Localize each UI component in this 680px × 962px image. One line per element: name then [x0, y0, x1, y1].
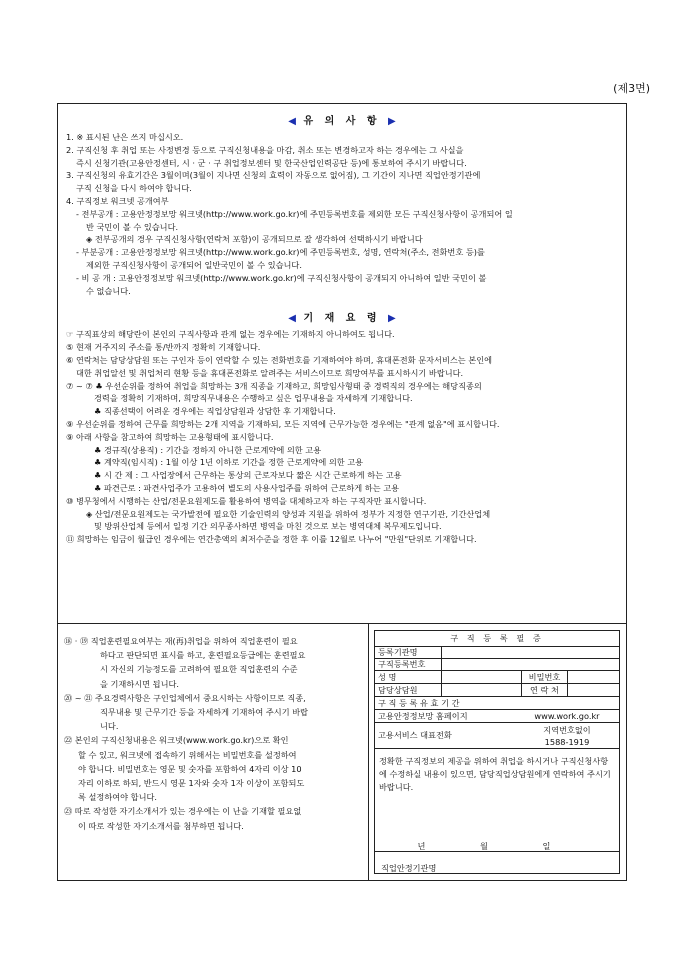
phone-value-cell — [515, 723, 619, 748]
guide-line: 경력을 정확히 기재하며, 희망직무내용은 수행하고 싶은 업무내용을 자세하게 기재합니다. — [94, 393, 413, 404]
guide-line: ◈ 산업/전문요원제도는 국가발전에 필요한 기술인력의 양성과 지원을 위하여 정부가 지정한 연구기관, 기간산업체 — [86, 508, 491, 519]
phone-prefix: 지역번호없이 — [543, 724, 591, 735]
agency-value — [441, 647, 619, 658]
guide-line: 시 자신의 기능정도를 고려하여 필요한 직업훈련의 수준 — [100, 664, 298, 675]
guide-line: ⑩ 병무청에서 시행하는 산업/전문요원제도를 활용하여 병역을 대체하고자 하는 구직자만 표시합니다. — [66, 495, 427, 506]
reg-no-label: 구직등록번호 — [378, 659, 426, 669]
notes-line: - 전부공개 : 고용안정정보망 워크넷(http://www.work.go.kr)에 주민등록번호를 제외한 모든 구직신청사항이 공개되어 일 — [76, 208, 513, 219]
triangle-right-icon: ▶ — [388, 313, 396, 325]
password-value — [567, 671, 619, 683]
guide-line: ⑦ ~ ⑦ ♣ 우선순위를 정하여 취업을 희망하는 3개 직종을 기재하고, 희망임사형태 중 경력직의 경우에는 해당직종의 — [66, 380, 482, 391]
guide-line: 할 수 있고, 워크넷에 접속하기 위해서는 비밀번호를 설정하여 — [78, 749, 297, 760]
notes-line: 반 국민이 볼 수 있습니다. — [86, 221, 179, 232]
reg-row-phone — [375, 723, 619, 749]
section-divider — [368, 624, 369, 880]
notes-line: 3. 구직신청의 유효기간은 3월이며(3월이 지나면 신청의 효력이 자동으로 없어짐), 그 기간이 지나면 직업안정기관에 — [66, 170, 481, 181]
website-value: www.work.go.kr — [534, 711, 600, 721]
guide-line: ♣ 경규직(상용직) : 기간을 정하지 아니한 근로계약에 의한 고용 — [94, 444, 322, 455]
notes-line: - 비 공 개 : 고용안정정보망 워크넷(http://www.work.go.kr)에 구직신청사항이 공개되지 아니하여 일반 국민이 볼 — [76, 272, 487, 283]
form-frame — [57, 103, 627, 881]
notes-line: 2. 구직신청 후 취업 또는 사정변경 등으로 구직신청내용을 마감, 취소 또는 변경하고자 하는 경우에는 그 사실을 — [66, 144, 464, 155]
reg-row-validity — [375, 697, 619, 710]
notes-line: 즉시 신청기관(고용안정센터, 시 · 군 · 구 취업정보센터 및 한국산업인력공단 등)에 통보하여 주시기 바랍니다. — [76, 157, 467, 168]
guide-line: ☞ 구직표상의 해당란이 본인의 구직사항과 관계 없는 경우에는 기재하지 아니하여도 됩니다. — [66, 329, 395, 340]
guide-line: ⑱ · ⑲ 직업훈련필요여부는 재(再)취업을 위하여 직업훈련이 필요 — [64, 636, 298, 646]
guide-line: ♣ 시 간 제 : 그 사업장에서 근무하는 통상의 근로자보다 짧은 시간 근로하게 하는 고용 — [94, 470, 402, 481]
guide-line: ⑨ 아래 사항을 참고하여 희망하는 고용형태에 표시합니다. — [66, 431, 274, 442]
guide-line: 록 설정하여야 합니다. — [78, 792, 157, 803]
contact-value — [567, 684, 619, 696]
notes-line: ◈ 전부공개의 경우 구직신청사항(연락처 포함)이 공개되므로 잘 생각하여 선택하시기 바랍니다 — [86, 234, 423, 245]
guide-title: 기 재 요 령 — [303, 313, 381, 325]
agency-label: 등록기관명 — [378, 647, 418, 657]
reg-date-label: 년 월 일 — [417, 841, 577, 851]
notes-line: - 부분공개 : 고용안정정보망 워크넷(http://www.work.go.kr)에 주민등록번호, 성명, 연락처(주소, 전화번호 등)를 — [76, 247, 485, 258]
reg-row-number — [375, 659, 619, 671]
reg-title-row — [375, 631, 619, 647]
password-label: 비밀번호 — [521, 671, 567, 683]
reg-row-website — [375, 710, 619, 723]
guide-line: ⑨ 우선순위를 정하여 근무를 희망하는 2개 지역을 기재하되, 모든 지역에 근무가능한 경우에는 "관계 없음"에 표시합니다. — [66, 418, 500, 429]
guide-header — [66, 309, 618, 324]
reg-no-value — [441, 659, 619, 670]
validity-label: 구 직 등 록 유 효 기 간 — [378, 697, 460, 708]
guide-line: ⑤ 현재 거주지의 주소를 통/반까지 정확히 기재합니다. — [66, 342, 261, 353]
counselor-value — [441, 684, 521, 696]
guide-list — [66, 328, 618, 546]
guide-line: 을 기재하시면 됩니다. — [100, 678, 179, 689]
reg-row-counselor — [375, 684, 619, 697]
notes-title: 유 의 사 항 — [303, 116, 381, 127]
guide-line: 자리 이하로 하되, 반드시 영문 1자와 숫자 1자 이상이 포함되도 — [78, 778, 305, 789]
guide-line: ♣ 계약직(임시직) : 1월 이상 1년 이하로 기간을 정한 근로계약에 의한 고용 — [94, 457, 364, 468]
guide-line: ⑥ 연락처는 담당상담원 또는 구인자 등이 연락할 수 있는 전화번호를 기재하여야 하며, 휴대폰전화 문자서비스는 본인에 — [66, 354, 493, 365]
notes-line: 4. 구직정보 워크넷 공개여부 — [66, 195, 169, 206]
guide-line: 하다고 판단되면 표시를 하고, 훈련필요등급에는 훈련필요 — [100, 650, 306, 661]
upper-section — [58, 104, 626, 624]
guide-lower-list — [58, 624, 368, 880]
notes-line: 수 없습니다. — [86, 285, 131, 296]
guide-line: 직무내용 및 근무기간 등을 자세하게 기재하여 주시기 바랍 — [100, 707, 309, 718]
guide-line: ㉓ 따로 작성한 자기소개서가 있는 경우에는 이 난을 기재할 필요없 — [64, 806, 302, 817]
guide-line: ♣ 직종선택이 어려운 경우에는 직업상담원과 상담한 후 기재합니다. — [94, 406, 336, 417]
notes-header — [66, 112, 618, 127]
name-value — [441, 671, 521, 683]
guide-line: 니다. — [100, 721, 119, 732]
guide-line: ㉒ 본인의 구직신청내용은 워크넷(www.work.go.kr)으로 확인 — [64, 735, 289, 746]
phone-number: 1588-1919 — [544, 736, 590, 747]
notes-list — [66, 131, 618, 297]
name-label: 성 명 — [378, 671, 397, 682]
guide-line: ⑪ 희망하는 임금이 월급인 경우에는 연간총액의 최저수준을 정한 후 이를 12월로 나누어 "만원"단위로 기재합니다. — [66, 534, 477, 545]
counselor-label: 담당상담원 — [378, 684, 418, 695]
guide-line: 및 방위산업체 등에서 일정 기간 의무종사하면 병역을 마친 것으로 보는 병역대체 복무제도입니다. — [94, 521, 442, 532]
guide-line: 야 합니다. 비밀번호는 영문 및 숫자를 포함하여 4자리 이상 10 — [78, 763, 302, 774]
page-number: (제3면) — [613, 82, 650, 95]
reg-title: 구 직 등 록 필 증 — [450, 633, 544, 643]
notes-line: 제외한 구직신청사항이 공개되어 일반국민이 볼 수 있습니다. — [86, 259, 302, 270]
triangle-left-icon: ◀ — [288, 313, 296, 325]
triangle-left-icon: ◀ — [288, 116, 296, 127]
office-label: 직업안정기관명 — [381, 863, 437, 873]
guide-line: ♣ 파견근로 : 파견사업주가 고용하여 별도의 사용사업주를 위하여 근로하게 하는 고용 — [94, 482, 400, 493]
reg-note: 정확한 구직정보의 제공을 위하여 취업을 하시거나 구직신청사항에 수정하실 내용이 있으면, 담당직업상담원에게 연락하여 주시기 바랍니다. — [379, 756, 611, 792]
registration-certificate — [374, 630, 620, 874]
triangle-right-icon: ▶ — [388, 116, 396, 127]
reg-row-agency — [375, 647, 619, 659]
phone-label: 고용서비스 대표전화 — [378, 730, 452, 740]
contact-label: 연 락 처 — [521, 684, 567, 696]
guide-line: 대한 취업알선 및 취업처리 현황 등을 휴대폰전화로 알려주는 서비스이므로 희망여부를 표시하시기 바랍니다. — [76, 367, 464, 378]
guide-line: 이 따로 작성한 자기소개서를 첨부하면 됩니다. — [78, 820, 244, 831]
reg-divider — [375, 851, 619, 852]
reg-row-name — [375, 671, 619, 684]
notes-line: 구직 신청을 다시 하여야 합니다. — [76, 183, 192, 194]
notes-line: 1. ※ 표시된 난은 쓰지 마십시오. — [66, 132, 184, 142]
website-label: 고용안정정보망 홈페이지 — [378, 710, 468, 721]
guide-line: ⑳ ~ ㉑ 주요경력사항은 구인업체에서 중요시하는 사항이므로 직종, — [64, 692, 306, 703]
